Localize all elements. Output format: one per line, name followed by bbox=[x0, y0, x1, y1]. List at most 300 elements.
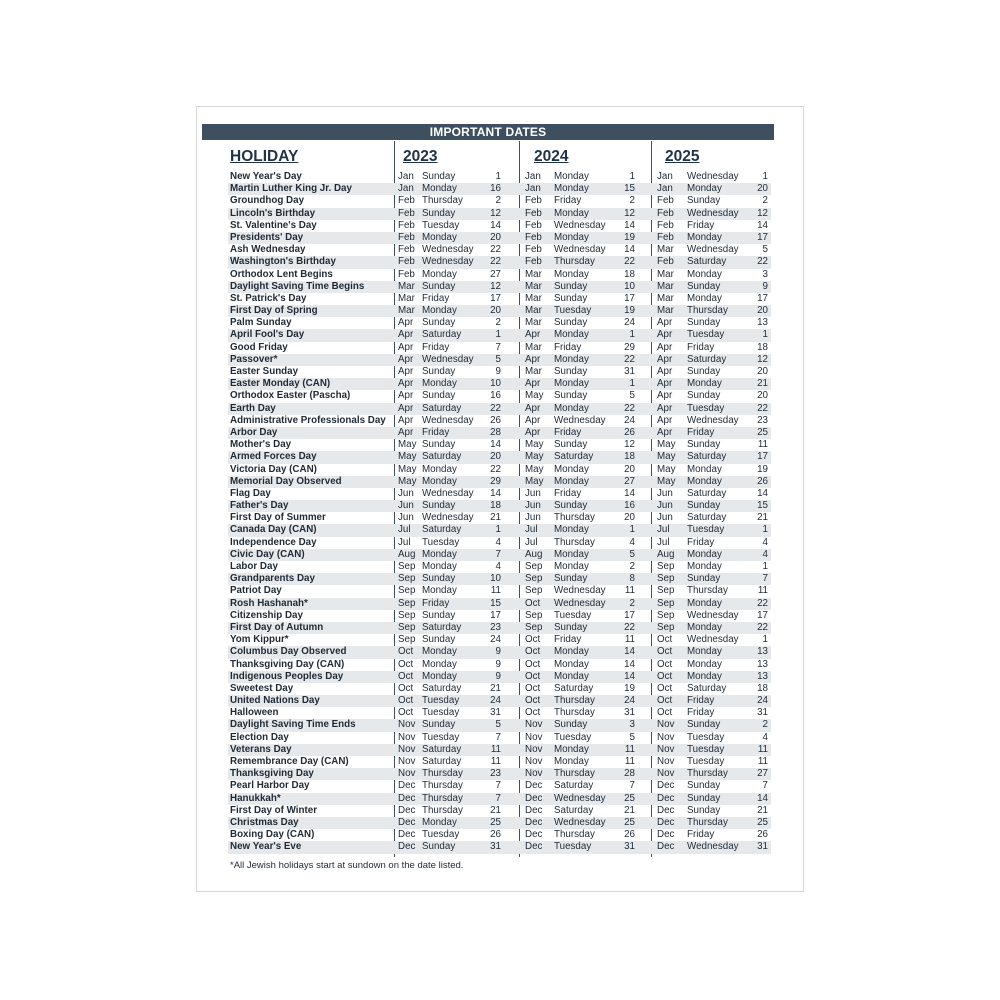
weekday: Sunday bbox=[687, 280, 721, 292]
table-row bbox=[228, 244, 771, 256]
month: Feb bbox=[398, 231, 415, 243]
month: Apr bbox=[525, 426, 541, 438]
table-row bbox=[228, 732, 771, 744]
weekday: Friday bbox=[554, 341, 582, 353]
month: Sep bbox=[525, 573, 543, 585]
day-number: 14 bbox=[490, 487, 501, 499]
weekday: Monday bbox=[687, 378, 722, 390]
day-number: 20 bbox=[490, 305, 501, 317]
month: Sep bbox=[525, 621, 543, 633]
weekday: Monday bbox=[687, 597, 722, 609]
weekday: Wednesday bbox=[554, 244, 606, 256]
weekday: Friday bbox=[554, 426, 582, 438]
weekday: Tuesday bbox=[422, 731, 460, 743]
month: May bbox=[657, 439, 676, 451]
day-number: 1 bbox=[495, 524, 501, 536]
month: Oct bbox=[525, 634, 541, 646]
holiday-name: Groundhog Day bbox=[230, 195, 305, 207]
day-number: 2 bbox=[762, 195, 768, 207]
weekday: Thursday bbox=[554, 695, 595, 707]
holiday-column-header: HOLIDAY bbox=[230, 148, 299, 165]
holiday-name: Administrative Professionals Day bbox=[230, 414, 386, 426]
table-row bbox=[228, 171, 771, 183]
month: Sep bbox=[398, 597, 416, 609]
weekday: Monday bbox=[422, 548, 457, 560]
month: Apr bbox=[398, 426, 414, 438]
weekday: Sunday bbox=[422, 500, 456, 512]
weekday: Monday bbox=[554, 171, 589, 182]
table-row bbox=[228, 549, 771, 561]
weekday: Monday bbox=[554, 646, 589, 658]
month: Sep bbox=[398, 573, 416, 585]
weekday: Sunday bbox=[687, 792, 721, 804]
day-number: 1 bbox=[495, 171, 501, 182]
day-number: 18 bbox=[624, 451, 635, 463]
weekday: Sunday bbox=[687, 500, 721, 512]
table-row bbox=[228, 805, 771, 817]
table-row bbox=[228, 610, 771, 622]
month: Apr bbox=[657, 341, 673, 353]
day-number: 31 bbox=[490, 707, 501, 719]
weekday: Sunday bbox=[554, 317, 588, 329]
weekday: Friday bbox=[687, 426, 715, 438]
month: Jul bbox=[525, 524, 538, 536]
month: May bbox=[525, 475, 544, 487]
month: Mar bbox=[657, 305, 674, 317]
day-number: 10 bbox=[490, 378, 501, 390]
weekday: Sunday bbox=[422, 841, 456, 853]
month: Apr bbox=[398, 402, 414, 414]
table-row bbox=[228, 829, 771, 841]
table-row bbox=[228, 464, 771, 476]
month: Jan bbox=[657, 183, 673, 195]
table-row bbox=[228, 415, 771, 427]
month: Dec bbox=[657, 816, 675, 828]
day-number: 31 bbox=[624, 707, 635, 719]
holiday-name: Ash Wednesday bbox=[230, 244, 306, 256]
table-row bbox=[228, 780, 771, 792]
year-2023-header: 2023 bbox=[403, 148, 438, 165]
holiday-name: Passover* bbox=[230, 353, 278, 365]
weekday: Wednesday bbox=[554, 816, 606, 828]
day-number: 12 bbox=[757, 353, 768, 365]
day-number: 3 bbox=[762, 268, 768, 280]
weekday: Thursday bbox=[422, 804, 463, 816]
weekday: Thursday bbox=[554, 829, 595, 841]
month: Jan bbox=[525, 183, 541, 195]
month: Oct bbox=[657, 658, 673, 670]
month: Oct bbox=[398, 695, 414, 707]
day-number: 24 bbox=[624, 414, 635, 426]
weekday: Tuesday bbox=[554, 305, 592, 317]
holiday-name: Orthodox Easter (Pascha) bbox=[230, 390, 351, 402]
day-number: 25 bbox=[757, 816, 768, 828]
month: Oct bbox=[657, 646, 673, 658]
month: Apr bbox=[525, 402, 541, 414]
day-number: 26 bbox=[757, 829, 768, 841]
holiday-name: Easter Sunday bbox=[230, 366, 299, 377]
month: Feb bbox=[525, 219, 542, 231]
holiday-name: Daylight Saving Time Begins bbox=[230, 280, 365, 292]
month: Feb bbox=[398, 219, 415, 231]
month: Sep bbox=[398, 585, 416, 597]
day-number: 23 bbox=[490, 768, 501, 780]
weekday: Monday bbox=[422, 561, 457, 572]
day-number: 5 bbox=[495, 719, 501, 731]
day-number: 7 bbox=[762, 780, 768, 792]
month: Apr bbox=[657, 378, 673, 390]
month: Apr bbox=[657, 402, 673, 414]
month: Mar bbox=[525, 292, 542, 304]
weekday: Wednesday bbox=[687, 414, 739, 426]
month: Dec bbox=[657, 780, 675, 792]
weekday: Monday bbox=[422, 475, 457, 487]
weekday: Monday bbox=[687, 475, 722, 487]
day-number: 25 bbox=[757, 426, 768, 438]
day-number: 11 bbox=[490, 756, 501, 767]
weekday: Friday bbox=[422, 426, 450, 438]
month: Nov bbox=[657, 719, 675, 731]
table-row bbox=[228, 281, 771, 293]
weekday: Tuesday bbox=[422, 829, 460, 841]
weekday: Monday bbox=[422, 646, 457, 658]
weekday: Thursday bbox=[554, 256, 595, 268]
month: Mar bbox=[398, 292, 415, 304]
month: Mar bbox=[398, 305, 415, 317]
month: Oct bbox=[525, 682, 541, 694]
holiday-name: Memorial Day Observed bbox=[230, 475, 342, 487]
weekday: Friday bbox=[687, 695, 715, 707]
table-row bbox=[228, 695, 771, 707]
weekday: Tuesday bbox=[422, 707, 460, 719]
day-number: 4 bbox=[762, 731, 768, 743]
day-number: 7 bbox=[495, 731, 501, 743]
weekday: Sunday bbox=[422, 317, 456, 329]
table-row bbox=[228, 232, 771, 244]
weekday: Saturday bbox=[422, 524, 462, 536]
month: Mar bbox=[525, 280, 542, 292]
day-number: 13 bbox=[757, 670, 768, 682]
day-number: 26 bbox=[757, 475, 768, 487]
table-row bbox=[228, 622, 771, 634]
weekday: Sunday bbox=[554, 366, 588, 377]
weekday: Monday bbox=[687, 292, 722, 304]
weekday: Tuesday bbox=[687, 329, 725, 341]
day-number: 14 bbox=[490, 439, 501, 451]
month: Nov bbox=[657, 731, 675, 743]
day-number: 1 bbox=[762, 524, 768, 536]
table-row bbox=[228, 500, 771, 512]
day-number: 11 bbox=[757, 743, 768, 755]
day-number: 17 bbox=[624, 292, 635, 304]
holiday-name: Hanukkah* bbox=[230, 792, 281, 804]
weekday: Sunday bbox=[687, 195, 721, 207]
weekday: Sunday bbox=[554, 719, 588, 731]
month: Jan bbox=[525, 171, 541, 182]
weekday: Tuesday bbox=[687, 524, 725, 536]
table-row bbox=[228, 512, 771, 524]
month: Jul bbox=[398, 536, 411, 548]
table-row bbox=[228, 208, 771, 220]
month: Dec bbox=[398, 841, 416, 853]
month: Aug bbox=[525, 548, 543, 560]
day-number: 12 bbox=[490, 207, 501, 219]
month: Dec bbox=[525, 804, 543, 816]
table-row bbox=[228, 817, 771, 829]
weekday: Friday bbox=[687, 829, 715, 841]
day-number: 22 bbox=[490, 256, 501, 268]
day-number: 25 bbox=[490, 816, 501, 828]
weekday: Sunday bbox=[554, 390, 588, 402]
day-number: 4 bbox=[495, 561, 501, 572]
month: Apr bbox=[657, 426, 673, 438]
day-number: 4 bbox=[762, 548, 768, 560]
day-number: 14 bbox=[624, 670, 635, 682]
holiday-name: Washington's Birthday bbox=[230, 256, 336, 268]
day-number: 25 bbox=[624, 816, 635, 828]
day-number: 20 bbox=[490, 231, 501, 243]
month: Dec bbox=[398, 792, 416, 804]
day-number: 23 bbox=[757, 414, 768, 426]
weekday: Friday bbox=[422, 292, 450, 304]
month: Nov bbox=[525, 768, 543, 780]
day-number: 5 bbox=[629, 548, 635, 560]
month: Oct bbox=[657, 695, 673, 707]
table-row bbox=[228, 195, 771, 207]
weekday: Sunday bbox=[422, 609, 456, 621]
weekday: Monday bbox=[554, 524, 589, 536]
day-number: 1 bbox=[762, 561, 768, 572]
day-number: 20 bbox=[757, 390, 768, 402]
holiday-name: First Day of Winter bbox=[230, 804, 318, 816]
month: May bbox=[657, 475, 676, 487]
month: May bbox=[525, 463, 544, 475]
table-row bbox=[228, 220, 771, 232]
table-row bbox=[228, 683, 771, 695]
weekday: Sunday bbox=[554, 439, 588, 451]
weekday: Wednesday bbox=[422, 256, 474, 268]
month: Nov bbox=[657, 743, 675, 755]
weekday: Tuesday bbox=[422, 219, 460, 231]
day-number: 7 bbox=[495, 548, 501, 560]
month: Mar bbox=[657, 268, 674, 280]
day-number: 20 bbox=[490, 451, 501, 463]
table-row bbox=[228, 366, 771, 378]
weekday: Tuesday bbox=[687, 743, 725, 755]
weekday: Friday bbox=[554, 634, 582, 646]
holiday-name: Veterans Day bbox=[230, 743, 292, 755]
weekday: Wednesday bbox=[687, 171, 739, 182]
weekday: Sunday bbox=[554, 292, 588, 304]
weekday: Monday bbox=[554, 658, 589, 670]
day-number: 20 bbox=[757, 305, 768, 317]
month: Mar bbox=[525, 305, 542, 317]
weekday: Sunday bbox=[554, 621, 588, 633]
weekday: Monday bbox=[422, 183, 457, 195]
holiday-name: St. Valentine's Day bbox=[230, 219, 317, 231]
weekday: Monday bbox=[422, 816, 457, 828]
month: Jun bbox=[525, 512, 541, 524]
day-number: 14 bbox=[757, 219, 768, 231]
table-row bbox=[228, 598, 771, 610]
day-number: 11 bbox=[757, 585, 768, 597]
holiday-name: Patriot Day bbox=[230, 585, 282, 597]
holiday-name: Thanksgiving Day bbox=[230, 768, 314, 780]
day-number: 22 bbox=[624, 353, 635, 365]
day-number: 16 bbox=[490, 390, 501, 402]
table-row bbox=[228, 305, 771, 317]
month: Jun bbox=[398, 500, 414, 512]
month: Feb bbox=[657, 256, 674, 268]
month: Feb bbox=[398, 195, 415, 207]
day-number: 14 bbox=[624, 487, 635, 499]
month: Sep bbox=[398, 634, 416, 646]
weekday: Saturday bbox=[687, 451, 727, 463]
month: Mar bbox=[657, 244, 674, 256]
day-number: 7 bbox=[495, 792, 501, 804]
table-row bbox=[228, 183, 771, 195]
day-number: 4 bbox=[495, 536, 501, 548]
table-row bbox=[228, 646, 771, 658]
day-number: 11 bbox=[490, 743, 501, 755]
day-number: 20 bbox=[624, 463, 635, 475]
month: Jul bbox=[657, 536, 670, 548]
month: Jun bbox=[657, 512, 673, 524]
table-row bbox=[228, 573, 771, 585]
month: Apr bbox=[657, 414, 673, 426]
day-number: 24 bbox=[490, 695, 501, 707]
weekday: Saturday bbox=[422, 402, 462, 414]
weekday: Monday bbox=[554, 353, 589, 365]
weekday: Saturday bbox=[687, 353, 727, 365]
day-number: 19 bbox=[624, 231, 635, 243]
month: Oct bbox=[525, 695, 541, 707]
month: Dec bbox=[525, 780, 543, 792]
weekday: Sunday bbox=[687, 573, 721, 585]
weekday: Saturday bbox=[687, 682, 727, 694]
day-number: 5 bbox=[495, 353, 501, 365]
month: Oct bbox=[398, 670, 414, 682]
day-number: 21 bbox=[757, 512, 768, 524]
weekday: Thursday bbox=[554, 768, 595, 780]
month: Sep bbox=[398, 621, 416, 633]
day-number: 19 bbox=[757, 463, 768, 475]
month: Dec bbox=[398, 804, 416, 816]
day-number: 13 bbox=[757, 317, 768, 329]
year-2025-header: 2025 bbox=[665, 148, 700, 165]
weekday: Wednesday bbox=[554, 597, 606, 609]
month: Jun bbox=[398, 487, 414, 499]
day-number: 1 bbox=[762, 634, 768, 646]
day-number: 14 bbox=[757, 792, 768, 804]
day-number: 2 bbox=[629, 597, 635, 609]
day-number: 26 bbox=[490, 414, 501, 426]
day-number: 31 bbox=[757, 707, 768, 719]
weekday: Monday bbox=[554, 670, 589, 682]
weekday: Monday bbox=[422, 658, 457, 670]
weekday: Thursday bbox=[422, 195, 463, 207]
weekday: Tuesday bbox=[554, 731, 592, 743]
day-number: 21 bbox=[624, 804, 635, 816]
month: Dec bbox=[525, 816, 543, 828]
day-number: 19 bbox=[624, 682, 635, 694]
day-number: 11 bbox=[624, 756, 635, 767]
day-number: 15 bbox=[490, 597, 501, 609]
holiday-name: Independence Day bbox=[230, 536, 317, 548]
table-row bbox=[228, 269, 771, 281]
weekday: Saturday bbox=[687, 512, 727, 524]
day-number: 21 bbox=[490, 804, 501, 816]
holiday-name: United Nations Day bbox=[230, 695, 320, 707]
month: Dec bbox=[525, 792, 543, 804]
day-number: 4 bbox=[629, 536, 635, 548]
day-number: 24 bbox=[757, 695, 768, 707]
weekday: Wednesday bbox=[687, 609, 739, 621]
day-number: 5 bbox=[762, 244, 768, 256]
month: Mar bbox=[525, 341, 542, 353]
holiday-name: St. Patrick's Day bbox=[230, 292, 307, 304]
weekday: Sunday bbox=[422, 634, 456, 646]
weekday: Monday bbox=[422, 231, 457, 243]
day-number: 9 bbox=[495, 658, 501, 670]
holiday-name: Armed Forces Day bbox=[230, 451, 317, 463]
month: Sep bbox=[657, 597, 675, 609]
weekday: Sunday bbox=[687, 439, 721, 451]
month: Mar bbox=[657, 292, 674, 304]
day-number: 10 bbox=[624, 280, 635, 292]
holiday-name: Civic Day (CAN) bbox=[230, 548, 305, 560]
weekday: Monday bbox=[422, 378, 457, 390]
month: Nov bbox=[398, 719, 416, 731]
day-number: 9 bbox=[495, 646, 501, 658]
month: Dec bbox=[525, 841, 543, 853]
weekday: Saturday bbox=[687, 487, 727, 499]
day-number: 1 bbox=[629, 171, 635, 182]
day-number: 12 bbox=[624, 207, 635, 219]
day-number: 14 bbox=[490, 219, 501, 231]
day-number: 25 bbox=[624, 792, 635, 804]
month: Nov bbox=[525, 743, 543, 755]
month: Apr bbox=[398, 366, 414, 377]
weekday: Monday bbox=[687, 463, 722, 475]
month: Sep bbox=[657, 609, 675, 621]
table-row bbox=[228, 671, 771, 683]
month: Apr bbox=[398, 317, 414, 329]
holiday-name: Canada Day (CAN) bbox=[230, 524, 317, 536]
day-number: 22 bbox=[757, 402, 768, 414]
weekday: Saturday bbox=[422, 451, 462, 463]
day-number: 5 bbox=[629, 731, 635, 743]
weekday: Tuesday bbox=[422, 536, 460, 548]
table-row bbox=[228, 524, 771, 536]
table-row bbox=[228, 354, 771, 366]
day-number: 17 bbox=[757, 451, 768, 463]
day-number: 1 bbox=[495, 329, 501, 341]
weekday: Monday bbox=[554, 561, 589, 572]
month: Sep bbox=[657, 585, 675, 597]
weekday: Saturday bbox=[554, 682, 594, 694]
day-number: 19 bbox=[624, 305, 635, 317]
month: Oct bbox=[398, 646, 414, 658]
table-row bbox=[228, 841, 771, 853]
holiday-name: Martin Luther King Jr. Day bbox=[230, 183, 352, 195]
month: Mar bbox=[525, 317, 542, 329]
holiday-name: Rosh Hashanah* bbox=[230, 597, 308, 609]
weekday: Monday bbox=[687, 268, 722, 280]
month: Mar bbox=[525, 366, 542, 377]
day-number: 14 bbox=[624, 219, 635, 231]
day-number: 1 bbox=[762, 329, 768, 341]
